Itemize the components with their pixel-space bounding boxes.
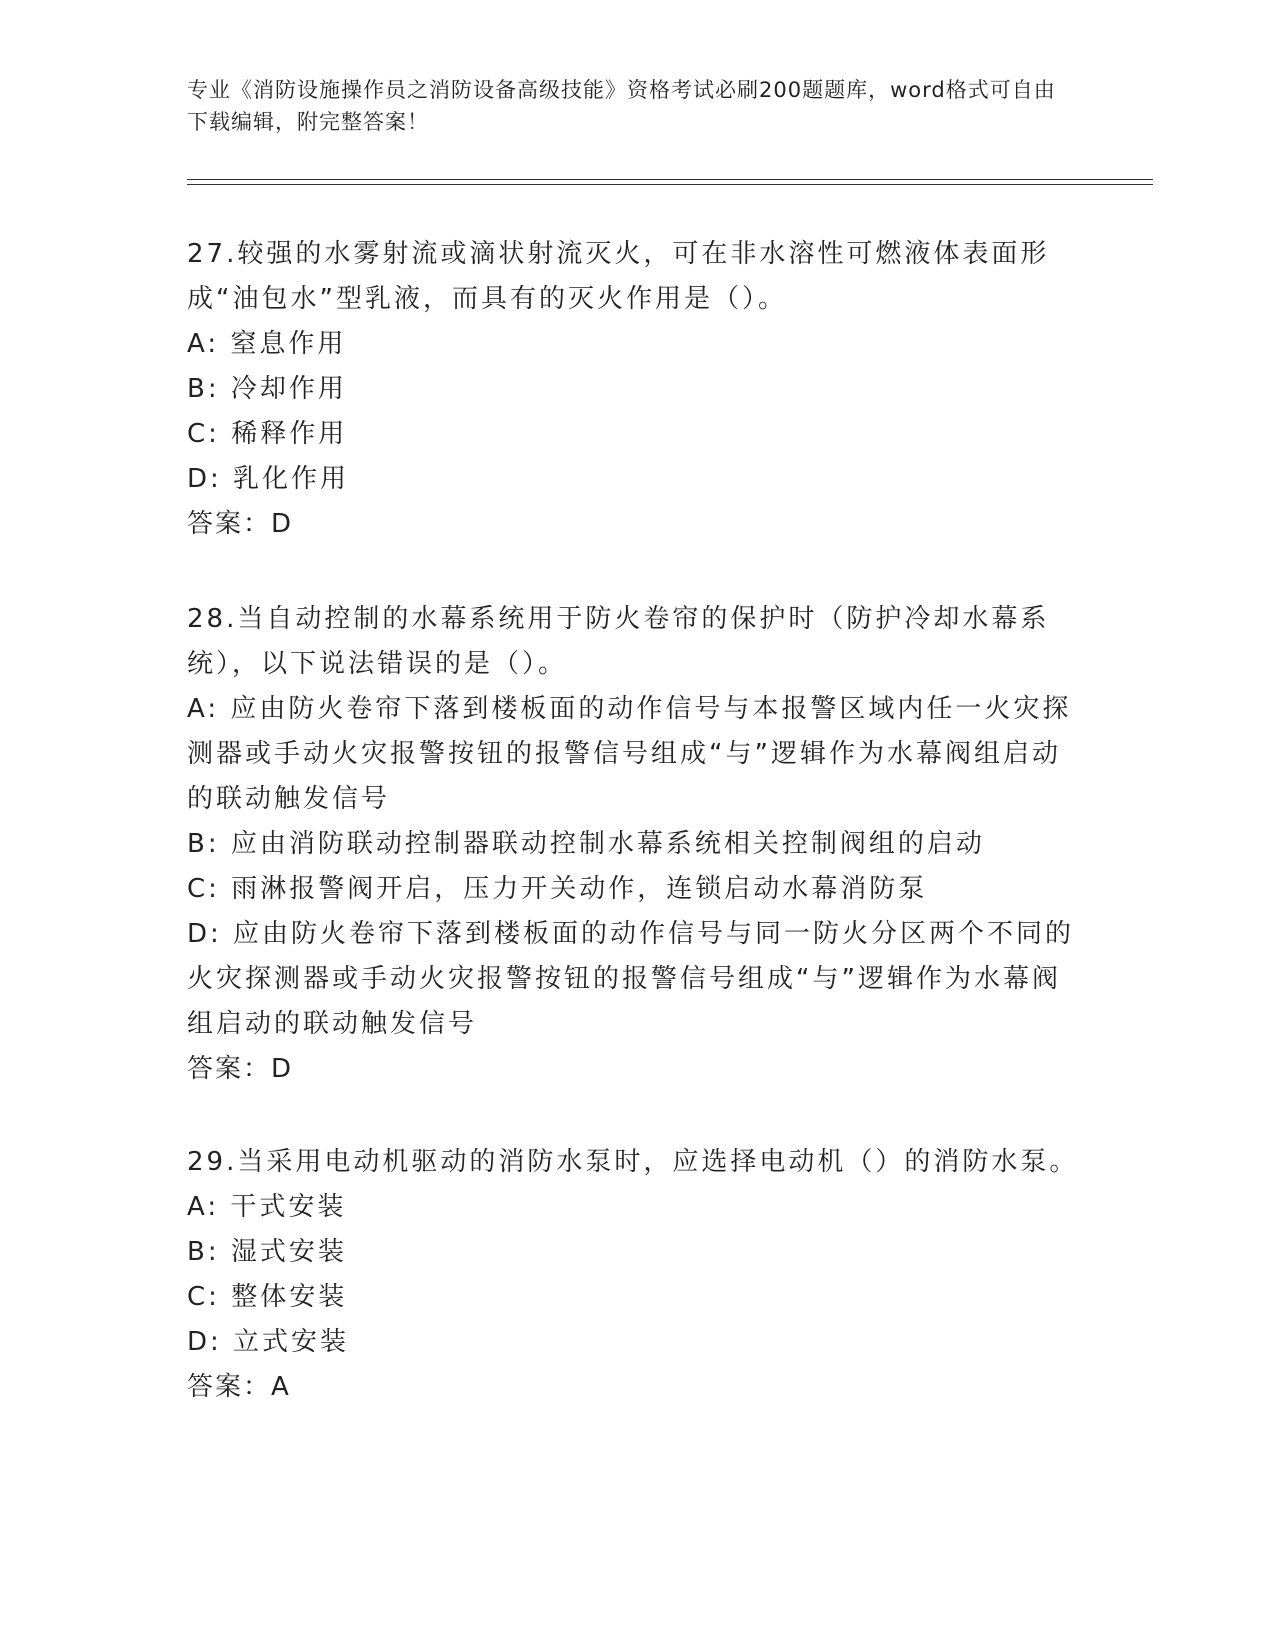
header-divider-top (187, 179, 1153, 180)
option-key: A: (187, 1192, 220, 1222)
option-key: D: (187, 464, 222, 494)
option-a (187, 322, 1087, 367)
question-27 (187, 232, 1087, 547)
option-text: 应由消防联动控制器联动控制水幕系统相关控制阀组的启动 (230, 829, 985, 859)
option-key: D: (187, 1327, 222, 1357)
option-d (187, 457, 1087, 502)
question-stem: 29.当采用电动机驱动的消防水泵时，应选择电动机（）的消防水泵。 (187, 1147, 1079, 1177)
header-divider-bottom (187, 184, 1153, 185)
option-key: B: (187, 829, 220, 859)
option-text: 干式安装 (230, 1192, 347, 1222)
answer: 答案：D (187, 509, 294, 539)
option-b (187, 367, 1087, 412)
option-text: 整体安装 (231, 1282, 348, 1312)
option-d (187, 1320, 1087, 1365)
option-c (187, 1275, 1087, 1320)
option-text: 冷却作用 (230, 374, 347, 404)
document-header: 专业《消防设施操作员之消防设备高级技能》资格考试必刷200题题库，word格式可自由下载编辑，附完整答案！ (187, 78, 1056, 134)
option-text: 窒息作用 (230, 329, 347, 359)
option-key: B: (187, 1237, 220, 1267)
option-key: A: (187, 329, 220, 359)
option-key: D: (187, 919, 222, 949)
option-text: 应由防火卷帘下落到楼板面的动作信号与本报警区域内任一火灾探测器或手动火灾报警按钮的报警信号组成“与”逻辑作为水幕阀组启动的联动触发信号 (187, 694, 1072, 814)
option-b (187, 1230, 1087, 1275)
option-key: B: (187, 374, 220, 404)
option-key: C: (187, 419, 220, 449)
option-key: A: (187, 694, 220, 724)
question-29 (187, 1140, 1087, 1410)
option-key: C: (187, 874, 220, 904)
option-c (187, 867, 1087, 912)
question-stem: 27.较强的水雾射流或滴状射流灭火，可在非水溶性可燃液体表面形成“油包水”型乳液，而具有的灭火作用是（）。 (187, 239, 1050, 314)
question-stem: 28.当自动控制的水幕系统用于防火卷帘的保护时（防护冷却水幕系统），以下说法错误的是（）。 (187, 604, 1050, 679)
answer: 答案：A (187, 1372, 291, 1402)
option-text: 乳化作用 (233, 464, 350, 494)
option-a (187, 1185, 1087, 1230)
option-key: C: (187, 1282, 220, 1312)
option-text: 应由防火卷帘下落到楼板面的动作信号与同一防火分区两个不同的火灾探测器或手动火灾报警按钮的报警信号组成“与”逻辑作为水幕阀组启动的联动触发信号 (187, 919, 1075, 1039)
option-text: 雨淋报警阀开启，压力开关动作，连锁启动水幕消防泵 (231, 874, 928, 904)
option-text: 稀释作用 (231, 419, 348, 449)
question-28 (187, 597, 1087, 1092)
option-text: 湿式安装 (230, 1237, 347, 1267)
option-c (187, 412, 1087, 457)
option-a (187, 687, 1087, 822)
option-d (187, 912, 1087, 1047)
option-b (187, 822, 1087, 867)
answer: 答案：D (187, 1054, 294, 1084)
option-text: 立式安装 (233, 1327, 350, 1357)
